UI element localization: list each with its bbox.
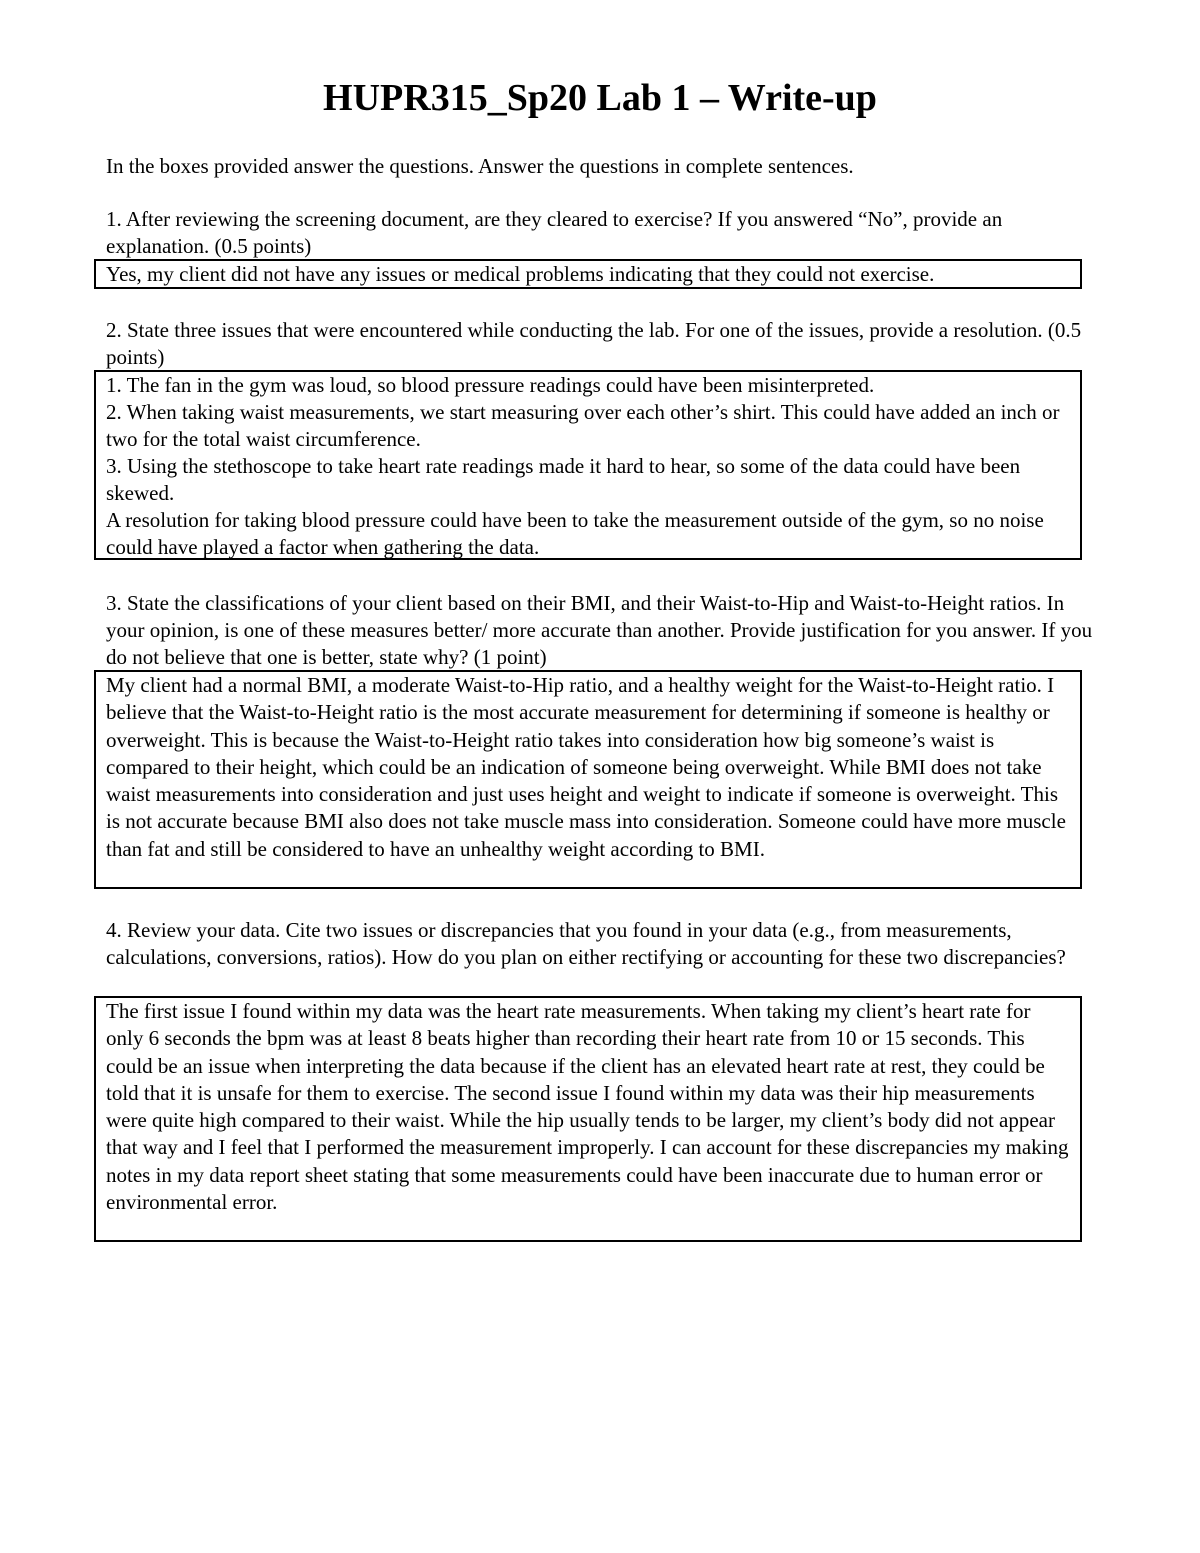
question-3-prompt: 3. State the classifications of your client based on their BMI, and their Waist-to-Hip and Waist-to-Height ratios. In your opinion, is one of these measures better/ more accurate than another. Provide justification for you answer. If you do not believe that one is better, state why? (1 point) <box>106 591 1093 669</box>
answer-2-line-1: 1. The fan in the gym was loud, so blood pressure readings could have been misinterpreted. <box>106 373 875 397</box>
answer-box-2[interactable] <box>94 370 1082 560</box>
answer-2-line-4: A resolution for taking blood pressure could have been to take the measurement outside of the gym, so no noise could have played a factor when gathering the data. <box>106 508 1044 559</box>
question-1-prompt: 1. After reviewing the screening document, are they cleared to exercise? If you answered “No”, provide an explanation. (0.5 points) <box>106 207 1003 258</box>
document-title: HUPR315_Sp20 Lab 1 – Write-up <box>323 77 877 119</box>
answer-1-line-1: Yes, my client did not have any issues or medical problems indicating that they could not exercise. <box>106 262 935 286</box>
question-2-prompt: 2. State three issues that were encountered while conducting the lab. For one of the issues, provide a resolution. (0.5 points) <box>106 318 1082 369</box>
question-4-prompt: 4. Review your data. Cite two issues or discrepancies that you found in your data (e.g., from measurements, calculations, conversions, ratios). How do you plan on either rectifying or accounting for these two discrepancies? <box>106 918 1066 969</box>
answer-2-line-2: 2. When taking waist measurements, we start measuring over each other’s shirt. This could have added an inch or two for the total waist circumference. <box>106 400 1060 451</box>
instructions-text: In the boxes provided answer the questions. Answer the questions in complete sentences. <box>106 154 854 178</box>
answer-box-1[interactable] <box>94 259 1082 289</box>
answer-3-text: My client had a normal BMI, a moderate Waist-to-Hip ratio, and a healthy weight for the Waist-to-Height ratio. I believe that the Waist-to-Height ratio is the most accurate measurement for determining if someone is healthy or overweight. This is because the Waist-to-Height ratio takes into consideration how big someone’s waist is compared to their height, which could be an indication of someone being overweight. While BMI does not take waist measurements into consideration and just uses height and weight to indicate if someone is overweight. This is not accurate because BMI also does not take muscle mass into consideration. Someone could have more muscle than fat and still be considered to have an unhealthy weight according to BMI. <box>106 673 1066 861</box>
answer-2-line-3: 3. Using the stethoscope to take heart rate readings made it hard to hear, so some of the data could have been skewed. <box>106 454 1021 505</box>
answer-4-text: The first issue I found within my data was the heart rate measurements. When taking my client’s heart rate for only 6 seconds the bpm was at least 8 beats higher than recording their heart rate from 10 or 15 seconds. This could be an issue when interpreting the data because if the client has an elevated heart rate at rest, they could be told that it is unsafe for them to exercise. The second issue I found within my data was their hip measurements were quite high compared to their waist. While the hip usually tends to be larger, my client’s body did not appear that way and I feel that I performed the measurement improperly. I can account for these discrepancies my making notes in my data report sheet stating that some measurements could have been inaccurate due to human error or environmental error. <box>106 999 1069 1215</box>
answer-box-3[interactable] <box>94 670 1082 889</box>
answer-box-4[interactable] <box>94 996 1082 1242</box>
